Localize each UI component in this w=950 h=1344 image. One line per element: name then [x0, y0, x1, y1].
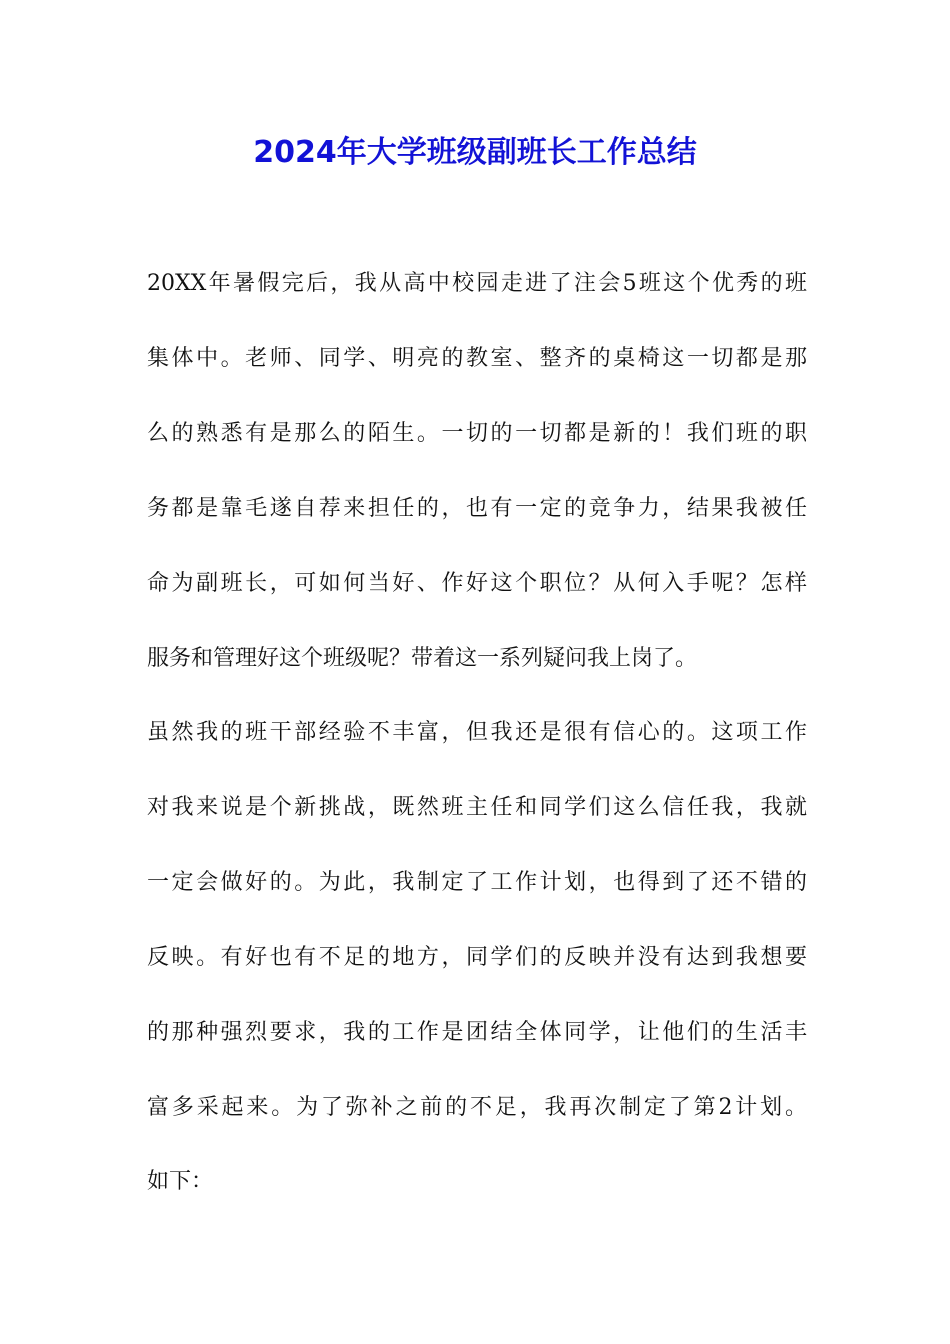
paragraph-2-line-1: 虽然我的班干部经验不丰富，但我还是很有信心的。这项工作 — [147, 720, 807, 745]
paragraph-2-line-5: 的那种强烈要求，我的工作是团结全体同学，让他们的生活丰 — [147, 1020, 807, 1045]
paragraph-1-line-5: 命为副班长，可如何当好、作好这个职位？从何入手呢？怎样 — [147, 571, 807, 596]
paragraph-1-line-3: 么的熟悉有是那么的陌生。一切的一切都是新的！我们班的职 — [147, 421, 807, 446]
paragraph-3-line-1: 如下： — [147, 1169, 214, 1194]
paragraph-2-line-4: 反映。有好也有不足的地方，同学们的反映并没有达到我想要 — [147, 945, 807, 970]
paragraph-1-line-4: 务都是靠毛遂自荐来担任的，也有一定的竞争力，结果我被任 — [147, 496, 807, 521]
paragraph-1-line-2: 集体中。老师、同学、明亮的教室、整齐的桌椅这一切都是那 — [147, 346, 807, 371]
paragraph-2-line-3: 一定会做好的。为此，我制定了工作计划，也得到了还不错的 — [147, 870, 807, 895]
document-title: 2024年大学班级副班长工作总结 — [253, 135, 697, 170]
paragraph-2-line-6: 富多采起来。为了弥补之前的不足，我再次制定了第2计划。 — [147, 1095, 807, 1120]
paragraph-1-line-1: 20XX年暑假完后，我从高中校园走进了注会5班这个优秀的班 — [147, 271, 807, 296]
paragraph-2-line-2: 对我来说是个新挑战，既然班主任和同学们这么信任我，我就 — [147, 795, 807, 820]
paragraph-1-line-6: 服务和管理好这个班级呢？带着这一系列疑问我上岗了。 — [147, 646, 698, 671]
